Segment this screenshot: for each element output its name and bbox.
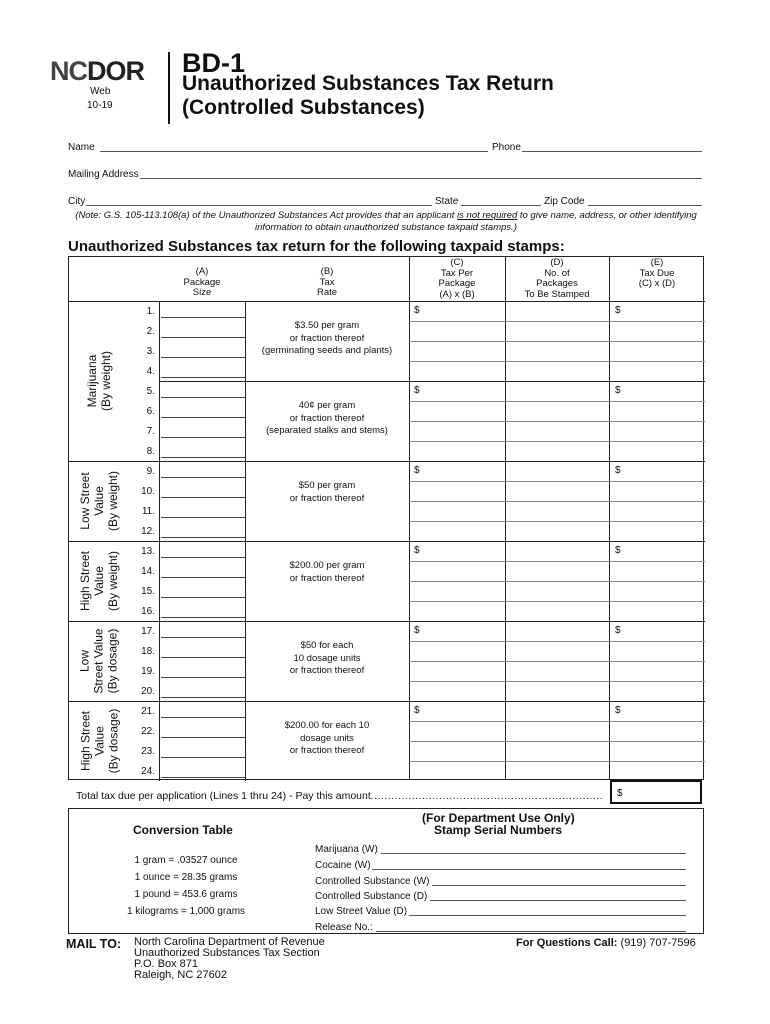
web-label: Web: [90, 86, 111, 97]
total-label: Total tax due per application (Lines 1 thru 24) - Pay this amount....................................................................: [76, 790, 604, 802]
substance-group-label: [69, 701, 129, 781]
address-line: Unauthorized Substances Tax Section: [134, 947, 320, 959]
line-number: 15.: [141, 586, 155, 597]
package-size-field[interactable]: [161, 324, 245, 338]
column-header-line: (E): [650, 257, 664, 268]
note-text-1: (Note: G.S. 105-113.108(a) of the Unauthorized Substances Act provides that an applicant: [75, 210, 458, 221]
package-size-field[interactable]: [161, 424, 245, 438]
tax-due-field[interactable]: [610, 382, 704, 460]
packages-count-field[interactable]: [506, 462, 608, 540]
tax-rate-line: $3.50 per gram: [294, 320, 360, 331]
column-header: [409, 258, 505, 300]
tax-per-package-dollar: $: [414, 545, 420, 556]
column-header-line: Package: [438, 278, 476, 289]
mailing-address-field[interactable]: [140, 169, 702, 179]
group-label-divider: [159, 461, 160, 541]
tax-per-package-dollar: $: [414, 625, 420, 636]
tax-due-dollar: $: [615, 305, 621, 316]
conversion-item: 1 gram = .03527 ounce: [134, 855, 238, 866]
stamp-serial-field[interactable]: [409, 906, 686, 916]
column-header-line: (A): [195, 266, 209, 277]
package-size-field[interactable]: [161, 584, 245, 598]
taxpaid-stamps-table: [68, 256, 704, 780]
form-title-line2: (Controlled Substances): [182, 96, 425, 119]
conversion-item: 1 pound = 453.6 grams: [134, 889, 238, 900]
tax-due-field[interactable]: [610, 542, 704, 620]
stamp-serial-field[interactable]: [372, 860, 686, 870]
tax-rate-line: or fraction thereof: [289, 665, 365, 676]
column-header-line: No. of: [544, 267, 570, 279]
tax-rate-line: 40¢ per gram: [298, 400, 356, 411]
column-header-line: (A) x (B): [439, 288, 475, 300]
tax-rate-text: [245, 480, 409, 505]
column-header-line: Size: [192, 287, 212, 298]
questions-call: [516, 937, 696, 949]
packages-count-field[interactable]: [506, 702, 608, 780]
tax-rate-line: or fraction thereof: [289, 332, 365, 344]
package-size-field[interactable]: [161, 724, 245, 738]
line-number: 8.: [146, 446, 155, 457]
tax-due-field[interactable]: [610, 462, 704, 540]
tax-due-field[interactable]: [610, 622, 704, 700]
line-number: 22.: [141, 726, 155, 737]
tax-per-package-field[interactable]: [410, 622, 504, 700]
stamp-serial-label: Controlled Substance (W): [315, 876, 430, 887]
logo-dor-text: DOR: [87, 56, 144, 86]
group-label-divider: [159, 381, 160, 461]
column-header: [245, 267, 409, 299]
line-number: 14.: [141, 566, 155, 577]
substance-group-label: [69, 541, 129, 621]
tax-per-package-field[interactable]: [410, 702, 504, 780]
zip-field[interactable]: [588, 196, 702, 206]
column-header-line: Tax Due: [639, 267, 675, 279]
address-line: P.O. Box 871: [134, 958, 199, 970]
tax-per-package-field[interactable]: [410, 302, 504, 380]
packages-count-field[interactable]: [506, 382, 608, 460]
note-text-underlined: is not required: [457, 210, 518, 221]
tax-rate-text: [245, 640, 409, 678]
package-size-field[interactable]: [161, 404, 245, 418]
tax-rate-line: or fraction thereof: [289, 492, 365, 504]
total-tax-due-field[interactable]: [610, 780, 702, 804]
header-divider: [168, 52, 170, 124]
stamp-serial-label: Controlled Substance (D): [315, 891, 428, 902]
phone-label: Phone: [492, 142, 521, 153]
tax-due-field[interactable]: [610, 702, 704, 780]
tax-rate-text: [245, 320, 409, 358]
package-size-field[interactable]: [161, 604, 245, 618]
tax-rate-line: or fraction thereof: [289, 572, 365, 584]
group-label-text: Low Street Value (By weight): [78, 470, 120, 532]
column-header-line: (C): [450, 257, 464, 268]
tax-rate-line: (germinating seeds and plants): [261, 345, 393, 356]
packages-count-field[interactable]: [506, 302, 608, 380]
line-number: 19.: [141, 666, 155, 677]
package-size-field[interactable]: [161, 384, 245, 398]
tax-due-dollar: $: [615, 625, 621, 636]
package-size-field[interactable]: [161, 624, 245, 638]
stamp-serial-field[interactable]: [432, 876, 686, 886]
substance-group-label: [69, 461, 129, 541]
stamp-serial-field[interactable]: [376, 922, 686, 932]
tax-rate-line: or fraction thereof: [289, 745, 365, 756]
line-number: 4.: [146, 366, 155, 377]
group-label-text: Marijuana (By weight): [85, 350, 113, 412]
package-size-field[interactable]: [161, 644, 245, 658]
column-header-line: Package: [183, 276, 221, 288]
line-number: 5.: [146, 386, 155, 397]
column-header: [505, 258, 609, 300]
stamp-serial-title: Stamp Serial Numbers: [434, 823, 563, 837]
tax-due-dollar: $: [615, 385, 621, 396]
tax-due-field[interactable]: [610, 302, 704, 380]
line-number: 16.: [141, 606, 155, 617]
department-use-title: (For Department Use Only): [422, 811, 575, 825]
tax-per-package-dollar: $: [414, 305, 420, 316]
group-label-text: Low Street Value (By dosage): [78, 628, 120, 694]
zip-label: Zip Code: [544, 196, 585, 207]
tax-rate-text: [245, 720, 409, 758]
questions-phone: (919) 707-7596: [620, 937, 696, 949]
note-text-2: to give name, address, or other identifying information to obtain unauthorized substance taxpaid stamps.): [255, 210, 697, 233]
form-version: 10-19: [87, 100, 113, 111]
address-line: Raleigh, NC 27602: [134, 969, 227, 981]
state-field[interactable]: [461, 196, 541, 206]
package-size-field[interactable]: [161, 364, 245, 378]
column-header-line: To Be Stamped: [524, 288, 590, 300]
package-size-field[interactable]: [161, 444, 245, 458]
phone-field[interactable]: [522, 142, 702, 152]
column-header-line: (C) x (D): [638, 278, 676, 289]
package-size-field[interactable]: [161, 664, 245, 678]
group-label-divider: [159, 701, 160, 781]
table-heading: Unauthorized Substances tax return for the following taxpaid stamps:: [68, 238, 565, 255]
tax-per-package-field[interactable]: [410, 542, 504, 620]
tax-due-dollar: $: [615, 465, 621, 476]
line-number: 1.: [146, 306, 155, 317]
column-header-line: (D): [550, 257, 564, 268]
column-header-line: Tax Per: [440, 267, 474, 279]
column-header-line: Tax: [319, 276, 335, 288]
conversion-item: 1 ounce = 28.35 grams: [134, 872, 238, 883]
tax-per-package-dollar: $: [414, 385, 420, 396]
substance-group-label: [69, 621, 129, 701]
package-size-field[interactable]: [161, 564, 245, 578]
total-dollar-sign: $: [617, 788, 623, 799]
line-number: 10.: [141, 486, 155, 497]
tax-due-dollar: $: [615, 545, 621, 556]
name-label: Name: [68, 142, 95, 153]
line-number: 20.: [141, 686, 155, 697]
package-size-field[interactable]: [161, 524, 245, 538]
substance-group-label: [69, 301, 129, 461]
tax-rate-line: $200.00 per gram: [289, 560, 365, 571]
line-number: 17.: [141, 626, 155, 637]
form-title-line1: Unauthorized Substances Tax Return: [182, 72, 554, 95]
line-number: 12.: [141, 526, 155, 537]
line-number: 3.: [146, 346, 155, 357]
conversion-table-title: Conversion Table: [133, 823, 233, 837]
logo-nc-text: NC: [50, 56, 87, 86]
tax-rate-line: 10 dosage units: [293, 652, 361, 664]
packages-count-field[interactable]: [506, 622, 608, 700]
group-label-divider: [159, 621, 160, 701]
line-number: 24.: [141, 766, 155, 777]
column-header: [609, 258, 705, 290]
stamp-serial-field[interactable]: [430, 891, 686, 901]
line-number: 21.: [141, 706, 155, 717]
column-header-line: Rate: [316, 287, 338, 298]
package-size-field[interactable]: [161, 764, 245, 778]
tax-rate-line: $50 per gram: [298, 480, 356, 491]
mail-to-label: MAIL TO:: [66, 937, 122, 951]
tax-rate-line: dosage units: [300, 732, 354, 744]
line-number: 11.: [141, 506, 155, 517]
line-number: 6.: [146, 406, 155, 417]
stamp-serial-label: Low Street Value (D): [315, 906, 408, 917]
tax-per-package-dollar: $: [414, 465, 420, 476]
line-number: 13.: [141, 546, 155, 557]
package-size-field[interactable]: [161, 304, 245, 318]
address-line: North Carolina Department of Revenue: [134, 936, 325, 948]
column-header-line: (B): [320, 266, 334, 277]
tax-rate-line: or fraction thereof: [289, 412, 365, 424]
questions-label: For Questions Call:: [516, 937, 618, 949]
column-header-line: Packages: [536, 278, 578, 289]
line-number: 2.: [146, 326, 155, 337]
stamp-serial-label: Marijuana (W): [315, 844, 378, 855]
name-field[interactable]: [100, 142, 488, 152]
stamp-serial-label: Cocaine (W): [315, 860, 371, 871]
stamp-serial-label: Release No.:: [315, 922, 373, 933]
tax-rate-line: $50 for each: [300, 640, 354, 651]
tax-per-package-field[interactable]: [410, 382, 504, 460]
tax-rate-text: [245, 400, 409, 438]
tax-rate-line: $200.00 for each 10: [284, 720, 370, 731]
packages-count-field[interactable]: [506, 542, 608, 620]
line-number: 9.: [146, 466, 155, 477]
tax-per-package-field[interactable]: [410, 462, 504, 540]
ncdor-logo: [50, 56, 144, 87]
package-size-field[interactable]: [161, 344, 245, 358]
package-size-field[interactable]: [161, 484, 245, 498]
total-label-text: Total tax due per application (Lines 1 thru 24) - Pay this amount: [76, 790, 371, 802]
line-number: 18.: [141, 646, 155, 657]
conversion-item: 1 kilograms = 1,000 grams: [126, 906, 246, 917]
city-label: City: [68, 196, 86, 207]
package-size-field[interactable]: [161, 684, 245, 698]
package-size-field[interactable]: [161, 744, 245, 758]
form-number: BD-1: [182, 48, 246, 78]
mailing-address-label: Mailing Address: [68, 169, 139, 180]
package-size-field[interactable]: [161, 544, 245, 558]
tax-rate-line: (separated stalks and stems): [266, 425, 388, 436]
column-header: [159, 267, 245, 299]
privacy-note: [68, 210, 704, 234]
tax-due-dollar: $: [615, 705, 621, 716]
state-label: State: [435, 196, 459, 207]
line-number: 23.: [141, 746, 155, 757]
group-label-divider: [159, 541, 160, 621]
tax-per-package-dollar: $: [414, 705, 420, 716]
line-number: 7.: [146, 426, 155, 437]
group-label-text: High Street Value (By dosage): [78, 708, 121, 774]
tax-rate-text: [245, 560, 409, 585]
package-size-field[interactable]: [161, 704, 245, 718]
package-size-field[interactable]: [161, 504, 245, 518]
package-size-field[interactable]: [161, 464, 245, 478]
group-label-divider: [159, 301, 160, 381]
stamp-serial-field[interactable]: [381, 844, 686, 854]
city-field[interactable]: [86, 196, 432, 206]
group-label-text: High Street Value (By weight): [78, 550, 120, 612]
